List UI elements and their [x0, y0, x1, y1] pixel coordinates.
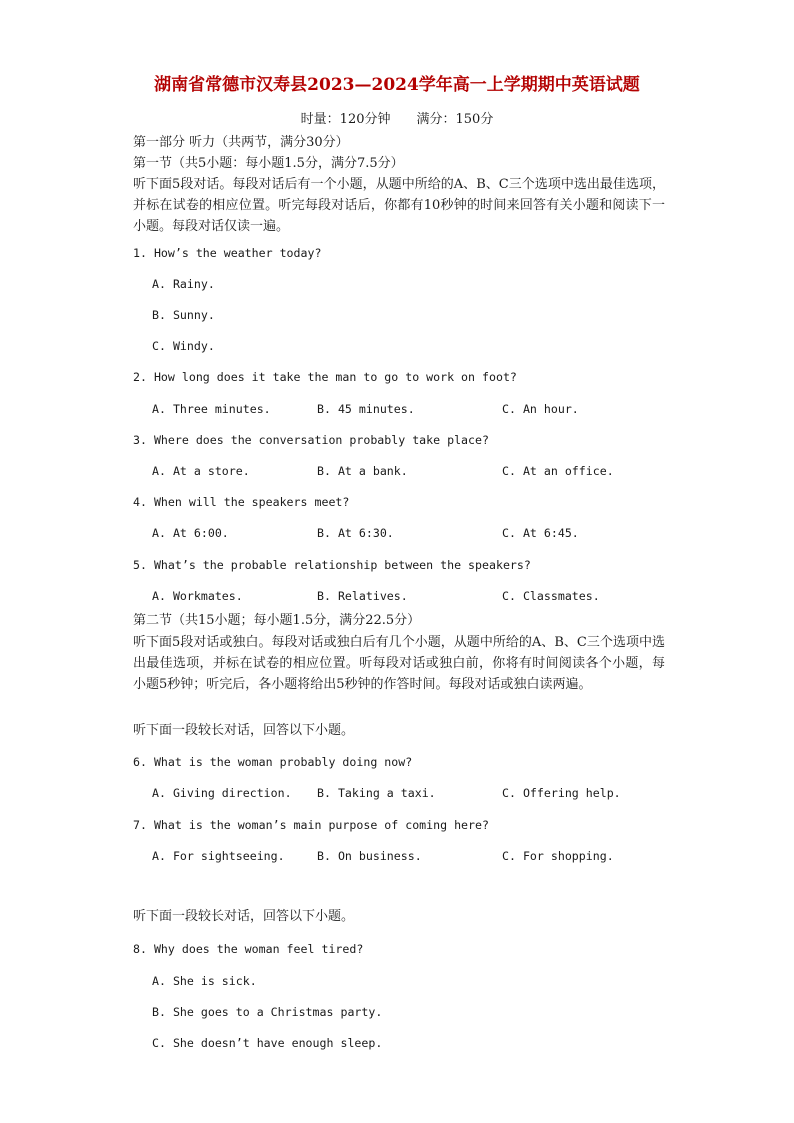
q8-option-c: C. She doesn’t have enough sleep. — [152, 1036, 383, 1050]
question-5: 5. What’s the probable relationship between the speakers? — [133, 558, 531, 572]
q2-option-a: A. Three minutes. — [152, 402, 271, 416]
long-dialog-intro-2: 听下面一段较长对话，回答以下小题。 — [133, 909, 355, 924]
q2-option-b: B. 45 minutes. — [317, 402, 415, 416]
q1-option-a: A. Rainy. — [152, 277, 215, 291]
q4-option-a: A. At 6:00. — [152, 526, 229, 540]
section2-heading: 第二节（共15小题；每小题1.5分，满分22.5分） — [133, 613, 421, 628]
exam-score: 满分：150分 — [416, 112, 494, 127]
exam-meta — [0, 108, 794, 127]
q5-option-b: B. Relatives. — [317, 589, 408, 603]
q3-option-b: B. At a bank. — [317, 464, 408, 478]
question-7: 7. What is the woman’s main purpose of coming here? — [133, 818, 489, 832]
question-3: 3. Where does the conversation probably take place? — [133, 433, 489, 447]
q4-option-c: C. At 6:45. — [502, 526, 579, 540]
question-8: 8. Why does the woman feel tired? — [133, 942, 364, 956]
page-title: 湖南省常德市汉寿县2023—2024学年高一上学期期中英语试题 — [154, 75, 640, 95]
exam-time: 时量：120分钟 — [300, 112, 391, 127]
q6-option-c: C. Offering help. — [502, 786, 621, 800]
q8-option-b: B. She goes to a Christmas party. — [152, 1005, 383, 1019]
q5-option-a: A. Workmates. — [152, 589, 243, 603]
section1-instructions: 听下面5段对话。每段对话后有一个小题，从题中所给的A、B、C三个选项中选出最佳选项，并标在试卷的相应位置。听完每段对话后，你都有10秒钟的时间来回答有关小题和阅读下一小题。每段对话仅读一遍。 — [133, 177, 665, 234]
question-2: 2. How long does it take the man to go to work on foot? — [133, 370, 517, 384]
q7-option-c: C. For shopping. — [502, 849, 614, 863]
q3-option-a: A. At a store. — [152, 464, 250, 478]
q6-option-a: A. Giving direction. — [152, 786, 292, 800]
q1-option-b: B. Sunny. — [152, 308, 215, 322]
q4-option-b: B. At 6:30. — [317, 526, 394, 540]
q5-option-c: C. Classmates. — [502, 589, 600, 603]
q7-option-b: B. On business. — [317, 849, 422, 863]
q2-option-c: C. An hour. — [502, 402, 579, 416]
q1-option-c: C. Windy. — [152, 339, 215, 353]
question-4: 4. When will the speakers meet? — [133, 495, 350, 509]
q6-option-b: B. Taking a taxi. — [317, 786, 436, 800]
question-6: 6. What is the woman probably doing now? — [133, 755, 413, 769]
q7-option-a: A. For sightseeing. — [152, 849, 285, 863]
section1-heading: 第一节（共5小题：每小题1.5分，满分7.5分） — [133, 156, 404, 171]
section2-instructions: 听下面5段对话或独白。每段对话或独白后有几个小题，从题中所给的A、B、C三个选项中选出最佳选项，并标在试卷的相应位置。听每段对话或独白前，你将有时间阅读各个小题，每小题5秒钟；听完后，各小题将给出5秒钟的作答时间。每段对话或独白读两遍。 — [133, 635, 665, 692]
question-1: 1. How’s the weather today? — [133, 246, 322, 260]
long-dialog-intro-1: 听下面一段较长对话，回答以下小题。 — [133, 723, 355, 738]
part1-heading: 第一部分 听力（共两节，满分30分） — [133, 135, 349, 150]
q3-option-c: C. At an office. — [502, 464, 614, 478]
q8-option-a: A. She is sick. — [152, 974, 257, 988]
